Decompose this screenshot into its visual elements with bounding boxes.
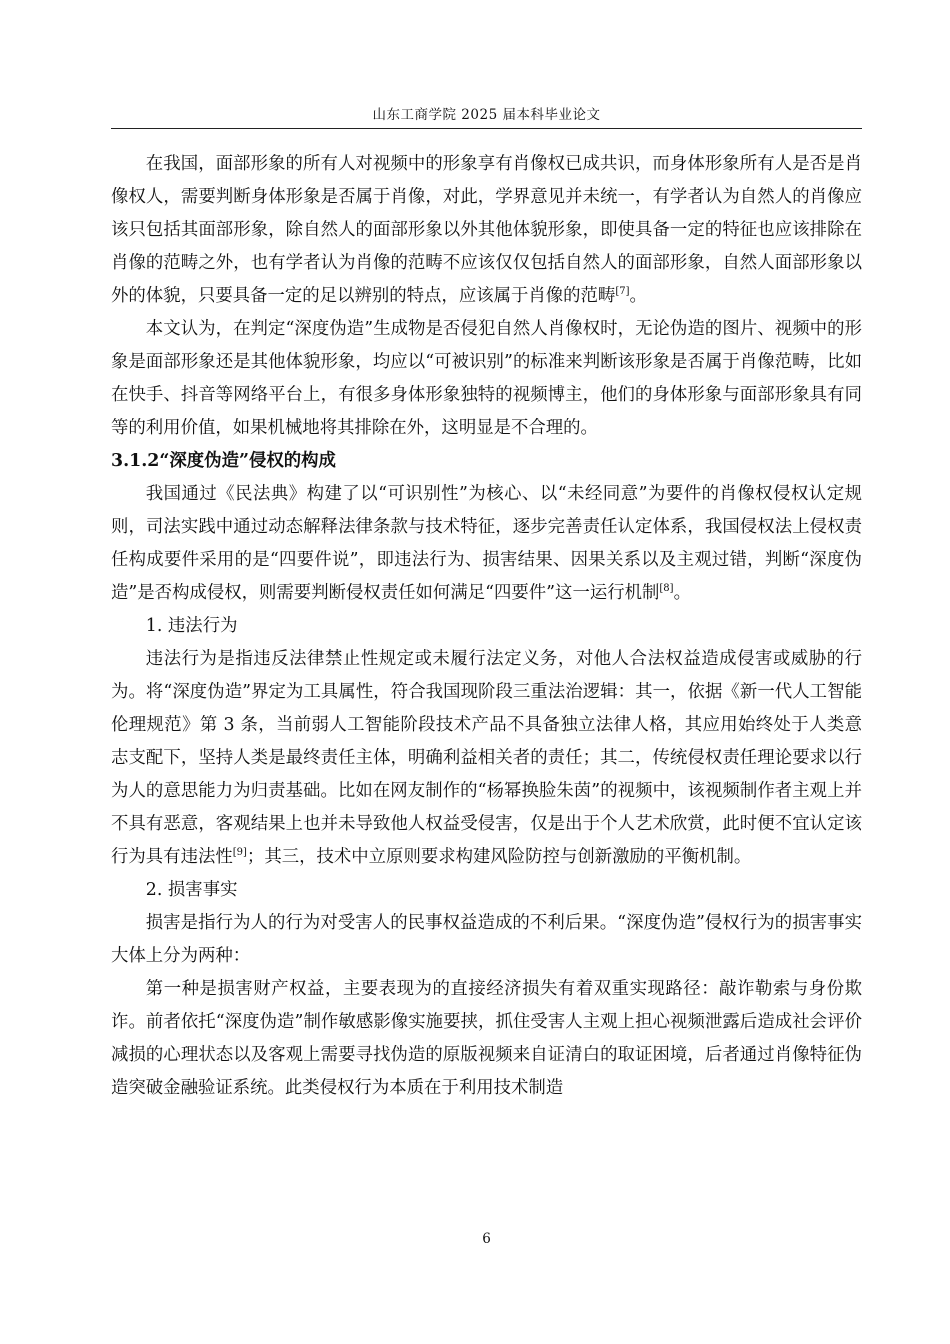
paragraph [111,478,862,610]
paragraph: 本文认为，在判定“深度伪造”生成物是否侵犯自然人肖像权时，无论伪造的图片、视频中的形象是面部形象还是其他体貌形象，均应以“可被识别”的标准来判断该形象是否属于肖像范畴，比如在快手、抖音等网络平台上，有很多身体形象独特的视频博主，他们的身体形象与面部形象具有同等的利用价值，如果机械地将其排除在外，这明显是不合理的。 [111,319,862,438]
citation[interactable]: [7] [615,286,630,298]
paragraph: 损害是指行为人的行为对受害人的民事权益造成的不利后果。“深度伪造”侵权行为的损害事实大体上分为两种： [111,913,862,966]
paragraph: 第一种是损害财产权益，主要表现为的直接经济损失有着双重实现路径：敲诈勒索与身份欺诈。前者依托“深度伪造”制作敏感影像实施要挟，抓住受害人主观上担心视频泄露后造成社会评价减损的心理状态以及客观上需要寻找伪造的原版视频来自证清白的取证困境，后者通过肖像特征伪造突破金融验证系统。此类侵权行为本质在于利用技术制造 [111,979,862,1098]
paragraph-text: 我国通过《民法典》构建了以“可识别性”为核心、以“未经同意”为要件的肖像权侵权认定规则，司法实践中通过动态解释法律条款与技术特征，逐步完善责任认定体系，我国侵权法上侵权责任构成要件采用的是“四要件说”，即违法行为、损害结果、因果关系以及主观过错，判断“深度伪造”是否构成侵权，则需要判断侵权责任如何满足“四要件”这一运行机制 [111,484,862,603]
paragraph [111,643,862,874]
citation[interactable]: [8] [659,583,674,595]
subsection-label: 1. 违法行为 [145,616,238,636]
paragraph [111,148,862,313]
paragraph-tail: 。 [629,286,647,306]
citation[interactable]: [9] [232,847,247,859]
section-heading: 3.1.2“深度伪造”侵权的构成 [111,451,336,471]
subsection-label: 2. 损害事实 [145,880,238,900]
paragraph-tail: ；其三，技术中立原则要求构建风险防控与创新激励的平衡机制。 [246,847,752,867]
paragraph-text: 在我国，面部形象的所有人对视频中的形象享有肖像权已成共识，而身体形象所有人是否是肖像权人，需要判断身体形象是否属于肖像，对此，学界意见并未统一，有学者认为自然人的肖像应该只包括其面部形象，除自然人的面部形象以外其他体貌形象，即使具备一定的特征也应该排除在肖像的范畴之外，也有学者认为肖像的范畴不应该仅仅包括自然人的面部形象，自然人面部形象以外的体貌，只要具备一定的足以辨别的特点，应该属于肖像的范畴 [111,154,862,306]
paragraph-tail: 。 [673,583,691,603]
paragraph-text: 违法行为是指违反法律禁止性规定或未履行法定义务，对他人合法权益造成侵害或威胁的行为。将“深度伪造”界定为工具属性，符合我国现阶段三重法治逻辑：其一，依据《新一代人工智能伦理规范》第 3 条，当前弱人工智能阶段技术产品不具备独立法律人格，其应用始终处于人类意志支配下，坚持人类是最终责任主体，明确利益相关者的责任；其二，传统侵权责任理论要求以行为人的意思能力为归责基础。比如在网友制作的“杨幂换脸朱茵”的视频中，该视频制作者主观上并不具有恶意，客观结果上也并未导致他人权益受侵害，仅是出于个人艺术欣赏，此时便不宜认定该行为具有违法性 [111,649,862,867]
body-text [111,148,862,1105]
page-number: 6 [482,1231,491,1247]
running-header: 山东工商学院 2025 届本科毕业论文 [372,107,601,123]
header-rule [111,128,862,129]
